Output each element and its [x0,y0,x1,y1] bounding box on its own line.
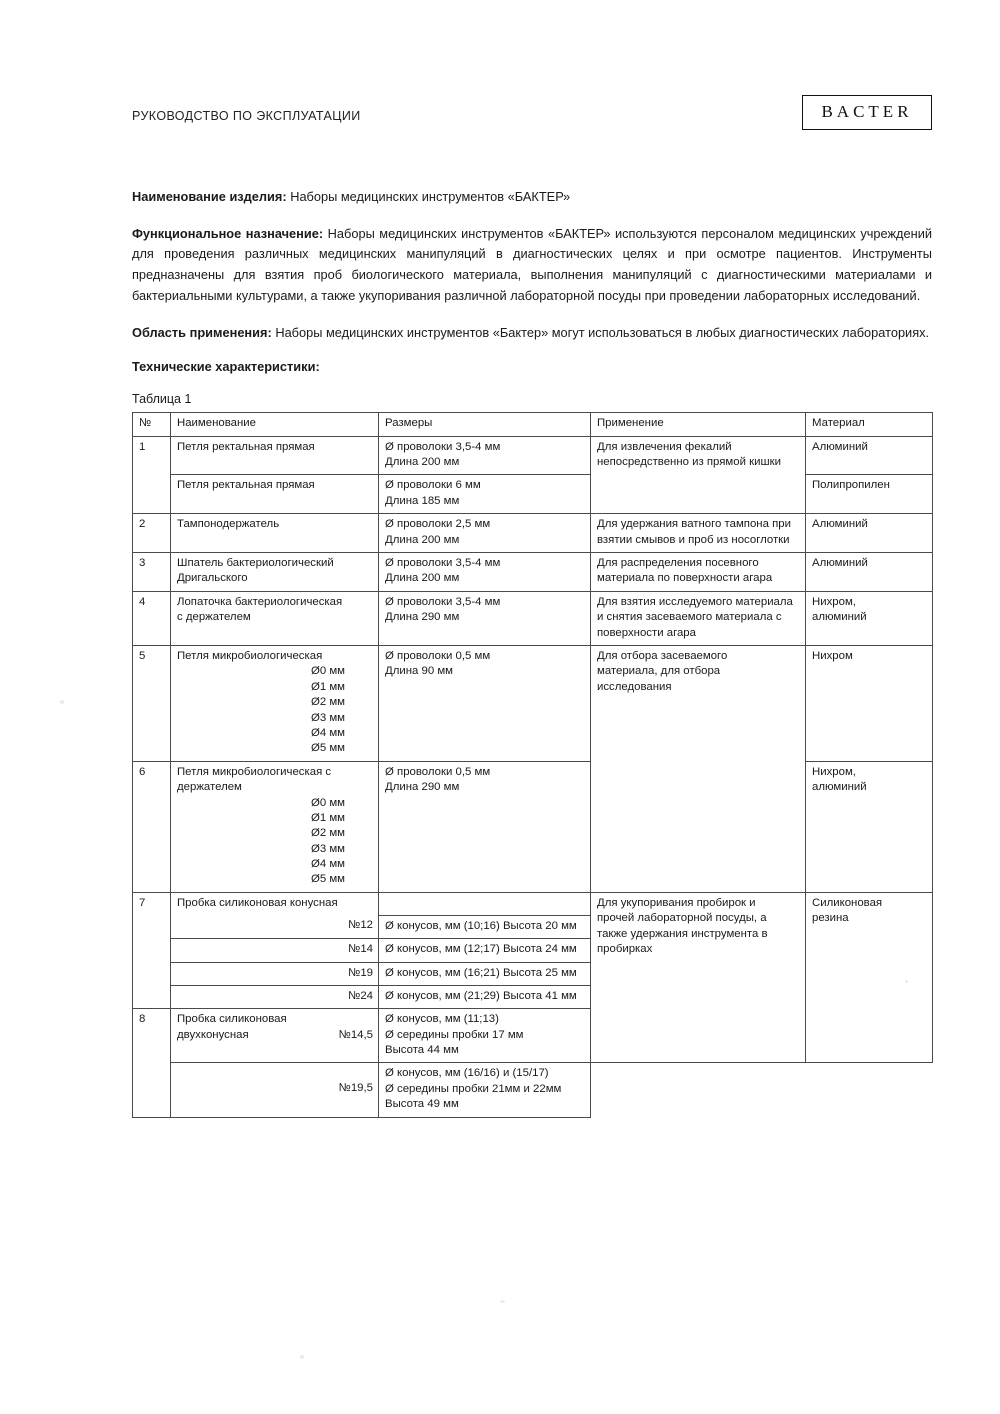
table-row [133,646,933,762]
bacter-logo [802,95,932,130]
size-line: Длина 200 мм [385,572,460,585]
cell-label-7-14: №14 [171,939,379,962]
diameter-item: Ø5 мм [310,742,345,755]
cell-num-4: 4 [133,591,171,645]
size-line: Высота 44 мм [385,1044,459,1057]
use-line: прочей лабораторной посуды, а [597,912,767,925]
use-line: материала, для отбора [597,665,721,678]
cell-label-7-19: №19 [171,962,379,985]
cell-num-3: 3 [133,553,171,592]
size-line: Ø конусов, мм (11;13) [385,1013,499,1026]
cell-num-8: 8 [133,1009,171,1117]
table-row [133,591,933,645]
scope-paragraph [132,323,932,344]
name-line: Шпатель бактериологический [177,557,334,570]
size-line: Длина 185 мм [385,494,460,507]
header-name: Наименование [171,413,379,436]
size-line: Длина 290 мм [385,781,460,794]
name-line: с держателем [177,611,251,624]
name-line: Петля микробиологическая [177,650,323,662]
cell-material-1a: Алюминий [806,436,933,475]
material-line: резина [812,912,849,925]
cell-name-6 [171,761,379,892]
cell-name-3 [171,553,379,592]
size-line: Ø середины пробки 17 мм [385,1028,524,1041]
table-row [133,1063,933,1117]
bacter-logo-text: BACTER [821,102,913,121]
size-line: Ø середины пробки 21мм и 22мм [385,1082,562,1095]
material-line: Нихром, [812,595,856,608]
cell-num-7: 7 [133,892,171,1008]
cell-size-1a [379,436,591,475]
document-kicker: РУКОВОДСТВО ПО ЭКСПЛУАТАЦИИ [132,109,361,123]
name-line: Лопаточка бактериологическая [177,595,343,608]
size-line: Длина 90 мм [385,665,454,678]
cell-use-2: Для удержания ватного тампона при взятии смывов и проб из носоглотки [591,514,806,553]
table-row [133,514,933,553]
specifications-table [132,412,933,1117]
cell-size-7-14: Ø конусов, мм (12;17) Высота 24 мм [379,939,591,962]
scan-speck [500,1300,505,1303]
diameter-item: Ø1 мм [310,680,345,693]
use-line: Для отбора засеваемого [597,650,728,662]
cell-name-4 [171,591,379,645]
diameter-list-5 [177,664,373,756]
cell-size-7-24: Ø конусов, мм (21;29) Высота 41 мм [379,985,591,1008]
use-line: исследования [597,680,672,693]
cell-name-8a [171,1009,379,1063]
cell-size-8a [379,1009,591,1063]
scope-label: Область применения: [132,324,272,340]
diameter-item: Ø5 мм [310,873,345,886]
header-use: Применение [591,413,806,436]
diameter-item: Ø3 мм [310,711,345,724]
cell-label-7-12: №12 [171,915,379,938]
table-header-row [133,413,933,436]
product-name-label: Наименование изделия: [132,189,287,204]
cell-material-7-8 [806,892,933,1063]
diameter-item: Ø1 мм [310,811,345,824]
size-line: Ø проволоки 3,5-4 мм [385,440,501,453]
specs-heading: Технические характеристики: [132,359,320,375]
document-content [132,0,932,1118]
table-caption: Таблица 1 [132,392,192,407]
diameter-item: Ø2 мм [310,827,345,840]
size-line: Ø проволоки 6 мм [385,479,481,492]
diameter-list-6 [177,796,373,888]
material-line: Нихром, [812,765,856,778]
header-size: Размеры [379,413,591,436]
header-num: № [133,413,171,436]
product-name-paragraph [132,187,932,208]
name-line: двухконусная [177,1028,249,1041]
cell-size-5 [379,646,591,762]
purpose-text: Наборы медицинских инструментов «БАКТЕР» используются персоналом медицинских учреждений для проведения различных медицинских манипуляций в диагностических целях и при осмотре пациентов. Инструменты предназначены для взятия проб биологического материала, выполнения манипуляций с диагностическими материалами и бактериальными культурами, а также укупоривания различной лабораторной посуды при проведении лабораторных исследований. [132,225,932,303]
diameter-item: Ø3 мм [310,842,345,855]
cell-name-2: Тампонодержатель [171,514,379,553]
cell-size-6 [379,761,591,892]
document-header [132,95,932,165]
diameter-item: Ø4 мм [310,726,345,739]
table-row [133,553,933,592]
use-line: также удержания инструмента в [597,927,768,940]
cell-name-5 [171,646,379,762]
cell-material-5: Нихром [806,646,933,762]
name-line: держателем [177,781,242,794]
table-row [133,892,933,915]
diameter-item: Ø0 мм [310,796,345,809]
cell-label-7-24: №24 [171,985,379,1008]
cell-material-6 [806,761,933,892]
cell-label-8-145: №14,5 [338,1028,373,1041]
scope-text: Наборы медицинских инструментов «Бактер» могут использоваться в любых диагностических лабораториях. [271,324,930,340]
product-name-value: Наборы медицинских инструментов «БАКТЕР» [286,189,571,204]
cell-size-7-12: Ø конусов, мм (10;16) Высота 20 мм [379,915,591,938]
cell-size-3 [379,553,591,592]
cell-material-2: Алюминий [806,514,933,553]
size-line: Длина 290 мм [385,611,460,624]
cell-name-1b: Петля ректальная прямая [171,475,379,514]
table-row [133,436,933,475]
material-line: Силиконовая [812,896,883,909]
use-line: Для укупоривания пробирок и [597,896,756,909]
size-line: Ø проволоки 2,5 мм [385,518,491,531]
purpose-label: Функциональное назначение: [132,225,324,241]
name-line: Дригальского [177,572,248,585]
size-line: Ø конусов, мм (16/16) и (15/17) [385,1067,549,1080]
cell-use-7-8 [591,892,806,1063]
cell-name-1a: Петля ректальная прямая [171,436,379,475]
cell-name-7: Пробка силиконовая конусная [171,892,379,915]
cell-size-4 [379,591,591,645]
cell-use-5-6 [591,646,806,893]
diameter-item: Ø2 мм [310,696,345,709]
cell-num-6: 6 [133,761,171,892]
scan-speck [300,1355,304,1359]
material-line: алюминий [812,611,867,624]
cell-num-5: 5 [133,646,171,762]
size-line: Длина 200 мм [385,533,460,546]
size-line: Длина 200 мм [385,456,460,469]
purpose-paragraph [132,224,932,307]
scan-speck [905,980,908,983]
name-line: Пробка силиконовая [177,1013,287,1026]
size-line: Ø проволоки 3,5-4 мм [385,595,501,608]
table-row [133,475,933,514]
cell-size-2 [379,514,591,553]
cell-size-1b [379,475,591,514]
cell-num-1: 1 [133,436,171,514]
cell-material-4 [806,591,933,645]
cell-use-3: Для распределения посевного материала по поверхности агара [591,553,806,592]
size-line: Ø проволоки 0,5 мм [385,650,491,662]
name-line: Петля микробиологическая с [177,765,332,778]
size-line: Высота 49 мм [385,1098,459,1111]
size-line: Ø проволоки 3,5-4 мм [385,557,501,570]
cell-num-2: 2 [133,514,171,553]
diameter-item: Ø0 мм [310,665,345,678]
cell-label-8-195: №19,5 [171,1063,379,1117]
scan-speck [60,700,64,704]
diameter-item: Ø4 мм [310,858,345,871]
cell-material-3: Алюминий [806,553,933,592]
use-line: пробирках [597,943,653,956]
material-line: алюминий [812,781,867,794]
cell-use-1: Для извлечения фекалий непосредственно из прямой кишки [591,436,806,514]
cell-use-4: Для взятия исследуемого материала и снятия засеваемого материала с поверхности агара [591,591,806,645]
cell-size-7-19: Ø конусов, мм (16;21) Высота 25 мм [379,962,591,985]
size-line: Ø проволоки 0,5 мм [385,765,491,778]
table-row [133,761,933,892]
cell-size-7-empty [379,892,591,915]
cell-material-1b: Полипропилен [806,475,933,514]
header-material: Материал [806,413,933,436]
cell-size-8b [379,1063,591,1117]
